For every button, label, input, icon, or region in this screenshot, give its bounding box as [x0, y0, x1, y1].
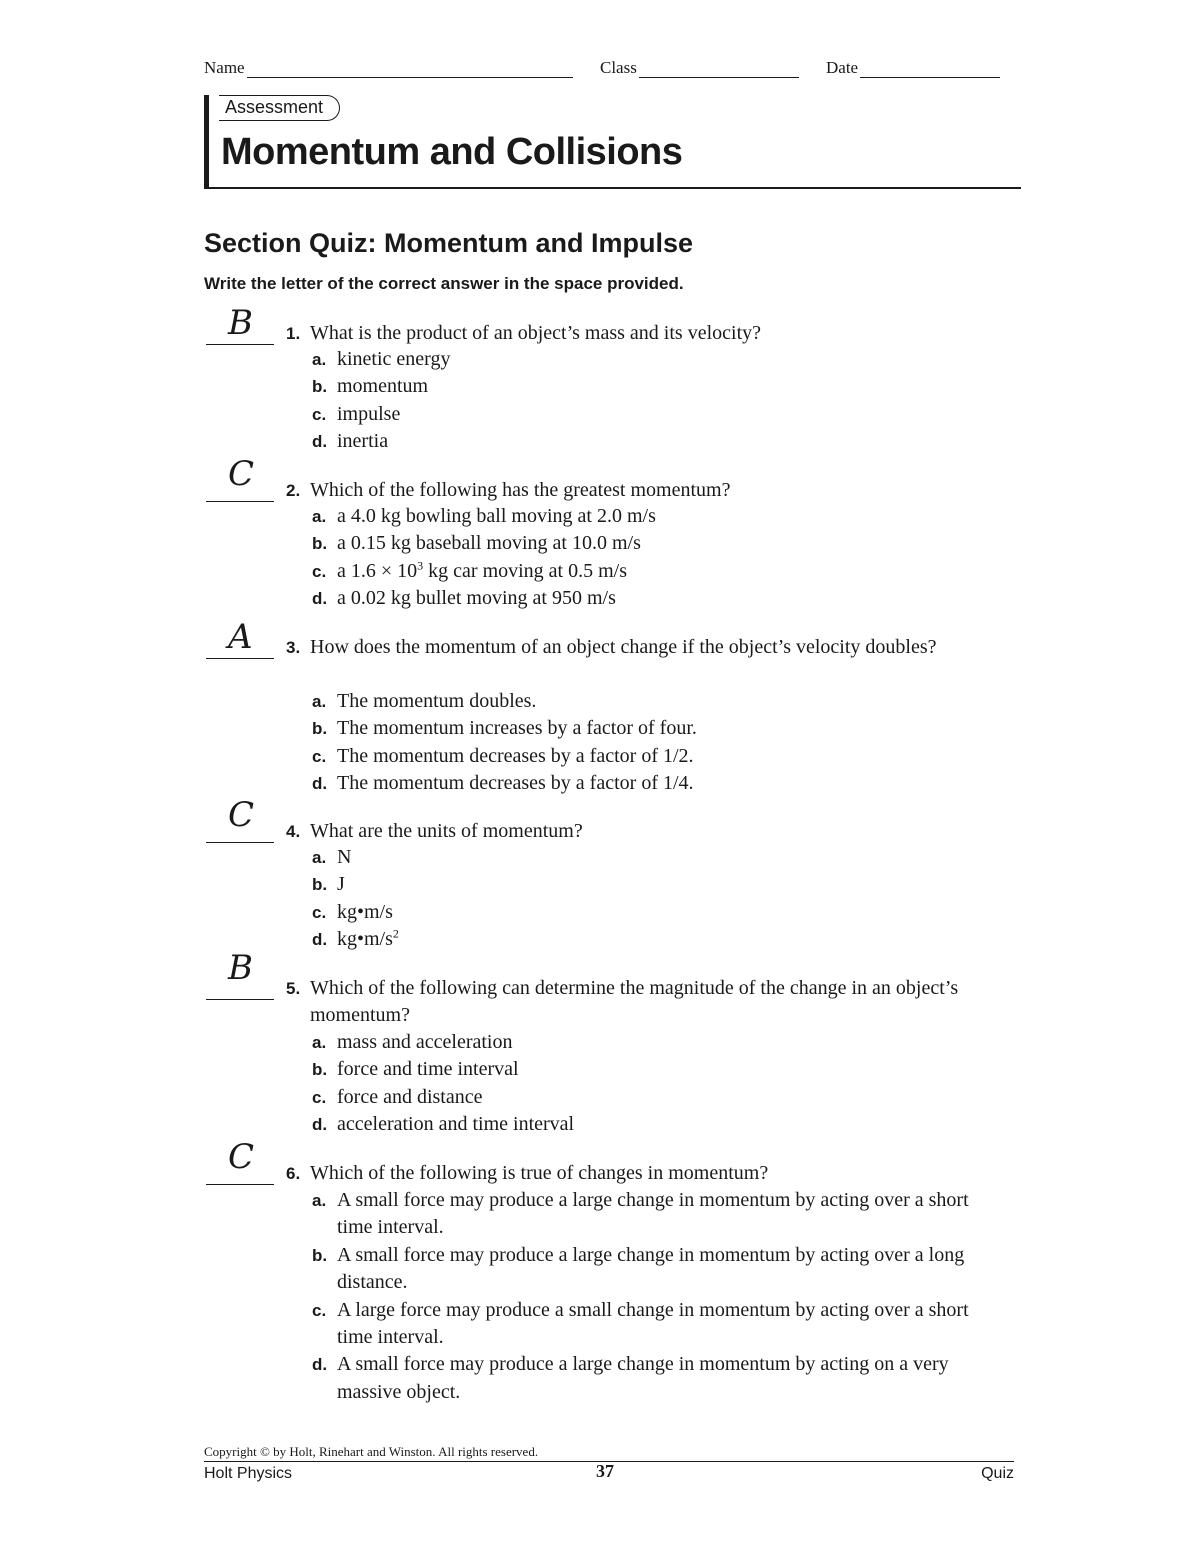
answer-blank[interactable] [206, 999, 274, 1000]
choice-text-exponent: 3 [417, 558, 424, 573]
title-block [204, 95, 1021, 189]
date-label: Date [826, 58, 859, 77]
handwritten-answer: C [228, 795, 255, 835]
class-field [600, 58, 799, 78]
choice-d [312, 585, 1002, 612]
choice-letter: c. [312, 902, 327, 922]
page-title: Momentum and Collisions [221, 131, 683, 173]
choice-text: J [337, 873, 345, 896]
choice-a [312, 844, 1002, 871]
choice-text: The momentum increases by a factor of four. [337, 717, 697, 740]
choice-letter: a. [312, 350, 327, 369]
instructions: Write the letter of the correct answer in the space provided. [204, 274, 684, 293]
choice-letter: b. [312, 875, 328, 895]
handwritten-answer: A [228, 617, 253, 657]
choice-letter: a. [312, 1191, 327, 1210]
handwritten-answer: C [228, 1137, 255, 1177]
choice-letter: d. [312, 1115, 328, 1135]
date-blank[interactable] [860, 61, 1000, 78]
choice-list [312, 688, 1002, 798]
choice-d [312, 1111, 1002, 1138]
footer-bar [204, 1462, 1014, 1484]
answer-blank[interactable] [206, 658, 274, 659]
choice-list [312, 1187, 1002, 1406]
question-number: 4. [286, 822, 301, 841]
choice-a [312, 346, 1002, 373]
question-number: 2. [286, 481, 301, 500]
choice-d [312, 926, 1002, 953]
choice-c [312, 558, 1002, 585]
choice-letter: a. [312, 848, 327, 867]
choice-letter: c. [312, 746, 327, 766]
choice-letter: b. [312, 1060, 328, 1080]
choice-text: The momentum decreases by a factor of 1/4. [337, 772, 694, 795]
date-field [826, 58, 1000, 78]
question-text: What are the units of momentum? [310, 820, 583, 842]
question-number: 1. [286, 324, 301, 343]
choice-c [312, 899, 1002, 926]
question-number: 3. [286, 638, 301, 657]
choice-c [312, 401, 1002, 428]
page-number: 37 [596, 1461, 614, 1481]
handwritten-answer: B [228, 948, 253, 988]
choice-list [312, 346, 1002, 456]
header-fields [204, 58, 1014, 82]
class-blank[interactable] [639, 61, 799, 78]
choice-text-exponent: 2 [392, 926, 399, 941]
choice-letter: d. [312, 1355, 328, 1375]
choice-letter: a. [312, 692, 327, 711]
assessment-tag: Assessment [219, 95, 340, 121]
choice-letter: b. [312, 534, 328, 554]
choice-b [312, 715, 1002, 742]
question-text: Which of the following has the greatest momentum? [310, 479, 731, 501]
choice-d [312, 428, 1002, 455]
choice-a [312, 688, 1002, 715]
choice-text: impulse [337, 402, 401, 425]
choice-a [312, 503, 1002, 530]
choice-letter: c. [312, 404, 327, 424]
class-label: Class [600, 58, 637, 77]
question-number: 6. [286, 1164, 301, 1183]
choice-a [312, 1187, 1002, 1242]
choice-text-base: kg•m/s [337, 928, 393, 951]
choice-d [312, 1351, 1002, 1406]
choice-letter: c. [312, 1300, 327, 1320]
choice-letter: d. [312, 930, 328, 950]
choice-text: acceleration and time interval [337, 1113, 575, 1136]
question-number: 5. [286, 979, 301, 998]
choice-b [312, 530, 1002, 557]
choice-letter: a. [312, 1033, 327, 1052]
choice-letter: d. [312, 432, 328, 452]
choice-list [312, 1029, 1002, 1139]
choice-text: A small force may produce a large change in momentum by acting over a long distance. [337, 1243, 965, 1294]
answer-blank[interactable] [206, 842, 274, 843]
choice-text: a 0.15 kg baseball moving at 10.0 m/s [337, 532, 641, 555]
choice-c [312, 1084, 1002, 1111]
choice-text: N [337, 846, 352, 868]
choice-c [312, 743, 1002, 770]
answer-blank[interactable] [206, 344, 274, 345]
choice-text: A large force may produce a small change in momentum by acting over a short time interval. [337, 1298, 969, 1349]
choice-text: momentum [337, 375, 429, 398]
handwritten-answer: C [228, 454, 255, 494]
choice-text: kg•m/s [337, 900, 393, 923]
choice-letter: d. [312, 589, 328, 609]
page-footer [204, 1444, 1014, 1484]
choice-letter: a. [312, 507, 327, 526]
choice-text-base: a 1.6 × 10 [337, 559, 418, 582]
answer-blank[interactable] [206, 501, 274, 502]
choice-text: force and time interval [337, 1058, 519, 1081]
choice-text: kinetic energy [337, 348, 451, 370]
choice-text: A small force may produce a large change in momentum by acting on a very massive object. [337, 1353, 949, 1403]
question-text: What is the product of an object’s mass and its velocity? [310, 322, 761, 344]
choice-text: The momentum doubles. [337, 690, 537, 712]
choice-b [312, 1056, 1002, 1083]
section-title: Section Quiz: Momentum and Impulse [204, 228, 694, 258]
choice-letter: b. [312, 1245, 328, 1265]
choice-text: inertia [337, 430, 389, 453]
choice-letter: c. [312, 1087, 327, 1107]
choice-b [312, 373, 1002, 400]
copyright-notice: Copyright © by Holt, Rinehart and Winston. All rights reserved. [204, 1444, 539, 1459]
choice-text: a 4.0 kg bowling ball moving at 2.0 m/s [337, 505, 656, 527]
choice-letter: d. [312, 774, 328, 794]
choice-a [312, 1029, 1002, 1056]
choice-letter: c. [312, 561, 327, 581]
handwritten-answer: B [228, 303, 253, 343]
choice-text: mass and acceleration [337, 1031, 513, 1053]
choice-letter: b. [312, 719, 328, 739]
choice-list [312, 844, 1002, 954]
choice-list [312, 503, 1002, 613]
answer-blank[interactable] [206, 1184, 274, 1185]
name-blank[interactable] [247, 61, 573, 78]
choice-d [312, 770, 1002, 797]
choice-text: force and distance [337, 1085, 483, 1108]
choice-b [312, 1242, 1002, 1297]
choice-text: The momentum decreases by a factor of 1/2. [337, 744, 694, 767]
choice-c [312, 1297, 1002, 1352]
question-text: How does the momentum of an object change if the object’s velocity doubles? [310, 636, 937, 658]
choice-letter: b. [312, 377, 328, 397]
book-title: Holt Physics [204, 1465, 293, 1482]
name-field [204, 58, 573, 78]
choice-b [312, 871, 1002, 898]
question-text: Which of the following is true of changes in momentum? [310, 1162, 769, 1184]
question-text: Which of the following can determine the magnitude of the change in an object’s momentum? [310, 977, 959, 1026]
document-type: Quiz [981, 1465, 1014, 1482]
choice-text: a 0.02 kg bullet moving at 950 m/s [337, 587, 616, 610]
choice-text-rest: kg car moving at 0.5 m/s [423, 559, 628, 582]
choice-text: A small force may produce a large change in momentum by acting over a short time interval. [337, 1189, 969, 1239]
name-label: Name [204, 58, 245, 77]
